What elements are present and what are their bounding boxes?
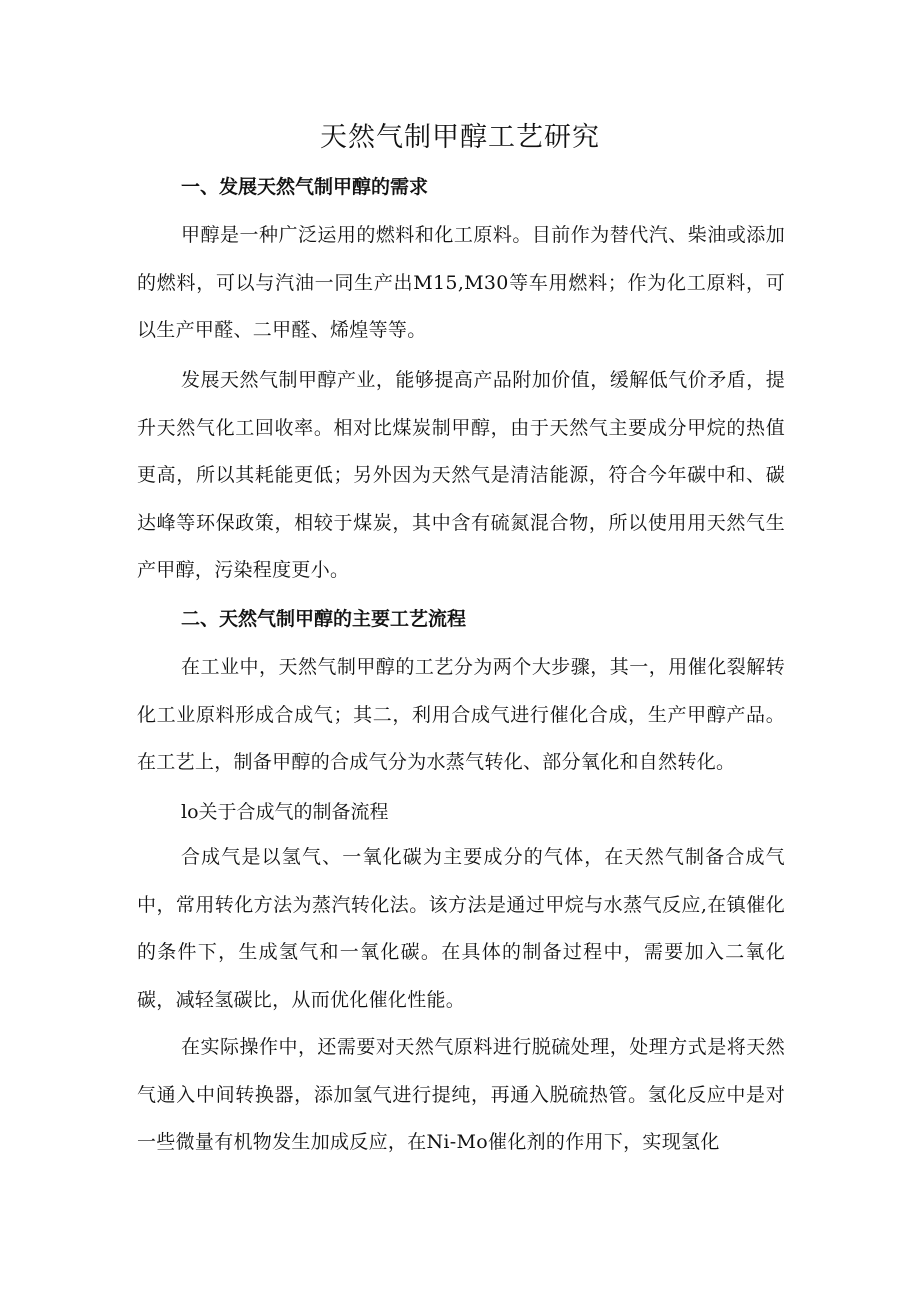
paragraph-methanol-uses: 甲醇是一种广泛运用的燃料和化工原料。目前作为替代汽、柴油或添加的燃料，可以与汽油一同生产出M15,M30等车用燃料；作为化工原料，可以生产甲醛、二甲醛、烯煌等等。	[137, 224, 785, 341]
section-heading-process: 二、天然气制甲醇的主要工艺流程	[181, 608, 467, 630]
section-heading-demand: 一、发展天然气制甲醇的需求	[181, 176, 429, 198]
paragraph-desulfurization: 在实际操作中，还需要对天然气原料进行脱硫处理，处理方式是将天然气通入中间转换器，添加氢气进行提纯，再通入脱硫热管。氢化反应中是对一些微量有机物发生加成反应，在Ni-Mo催化剂的作用下，实现氢化	[137, 1036, 785, 1153]
paragraph-industry-benefits: 发展天然气制甲醇产业，能够提高产品附加价值，缓解低气价矛盾，提升天然气化工回收率。相对比煤炭制甲醇，由于天然气主要成分甲烷的热值更高，所以其耗能更低；另外因为天然气是清洁能源，符合今年碳中和、碳达峰等环保政策，相较于煤炭，其中含有硫氮混合物，所以使用用天然气生产甲醇，污染程度更小。	[137, 369, 785, 581]
paragraph-process-steps: 在工业中，天然气制甲醇的工艺分为两个大步骤，其一，用催化裂解转化工业原料形成合成气；其二，利用合成气进行催化合成，生产甲醇产品。在工艺上，制备甲醇的合成气分为水蒸气转化、部分氧化和自然转化。	[137, 656, 785, 773]
paragraph-steam-reforming: 合成气是以氢气、一氧化碳为主要成分的气体，在天然气制备合成气中，常用转化方法为蒸汽转化法。该方法是通过甲烷与水蒸气反应,在镇催化的条件下，生成氢气和一氧化碳。在具体的制备过程中，需要加入二氧化碳，减轻氢碳比，从而优化催化性能。	[137, 846, 785, 1011]
document-title: 天然气制甲醇工艺研究	[320, 122, 600, 153]
subheading-syngas-preparation: lo关于合成气的制备流程	[181, 801, 389, 823]
